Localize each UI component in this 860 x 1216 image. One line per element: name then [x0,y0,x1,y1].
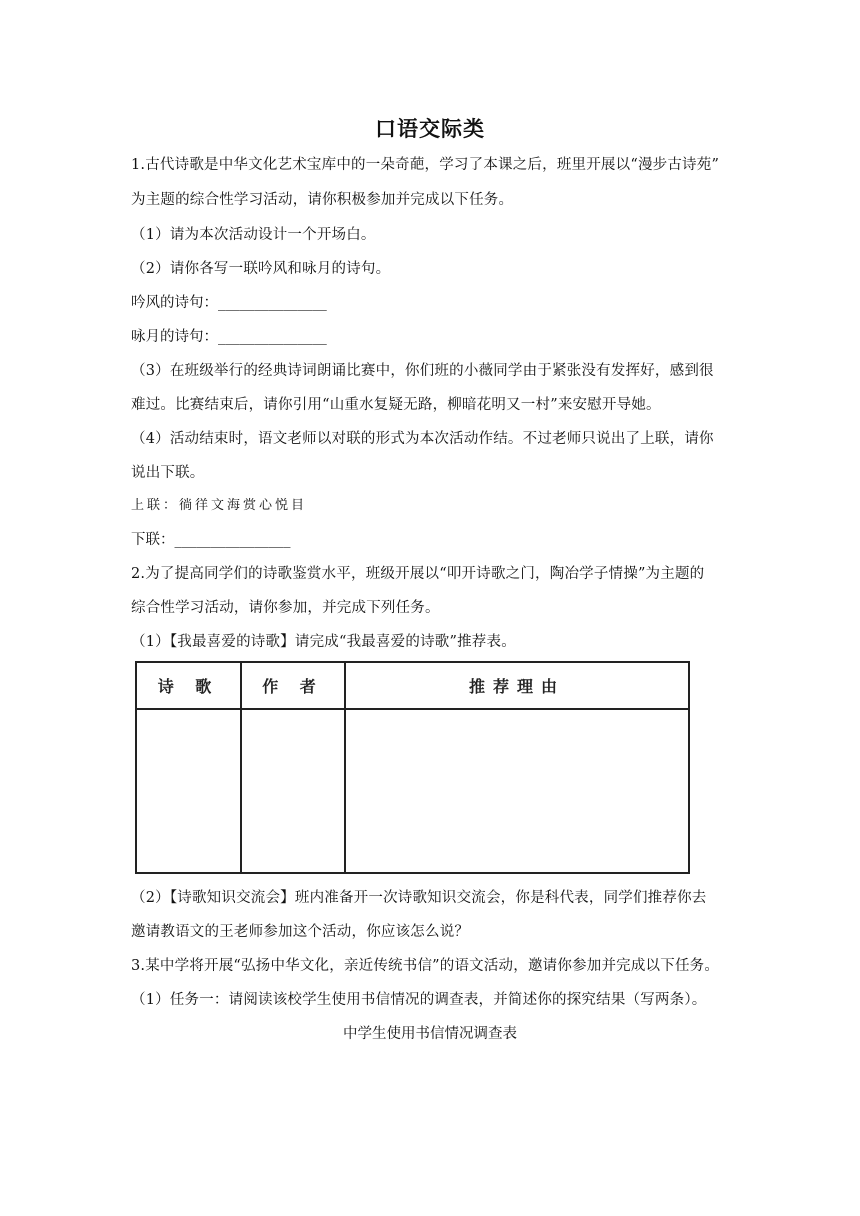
header-author: 作 者 [241,662,345,709]
cell-poem[interactable] [136,709,241,873]
q1-line1: 1.古代诗歌是中华文化艺术宝库中的一朵奇葩，学习了本课之后，班里开展以“漫步古诗苑” [131,157,720,173]
q3-line1: 3.某中学将开展“弘扬中华文化，亲近传统书信”的语文活动，邀请你参加并完成以下任务。 [131,958,720,974]
header-reason: 推荐理由 [345,662,689,709]
q1-task3-line2: 难过。比赛结束后，请你引用“山重水复疑无路，柳暗花明又一村”来安慰开导她。 [131,397,661,413]
q1-moon-blank: 咏月的诗句：_______________ [131,329,327,345]
q2-line1: 2.为了提高同学们的诗歌鉴赏水平，班级开展以“叩开诗歌之门，陶冶学子情操”为主题的 [131,566,705,582]
q1-task1: （1）请为本次活动设计一个开场白。 [131,227,376,243]
q1-task2: （2）请你各写一联吟风和咏月的诗句。 [131,261,391,277]
q1-wind-blank: 吟风的诗句：_______________ [131,295,327,311]
q3-task1: （1）任务一：请阅读该校学生使用书信情况的调查表，并简述你的探究结果（写两条）。 [131,992,707,1008]
q1-task3-line1: （3）在班级举行的经典诗词朗诵比赛中，你们班的小薇同学由于紧张没有发挥好，感到很 [131,363,714,379]
table-header-row [136,662,689,709]
q1-line2: 为主题的综合性学习活动，请你积极参加并完成以下任务。 [131,192,514,208]
survey-table-caption: 中学生使用书信情况调查表 [343,1026,517,1042]
page-title: 口语交际类 [375,117,485,141]
q1-lower-couplet-blank: 下联：________________ [131,532,291,548]
q1-task4-line2: 说出下联。 [131,465,205,481]
table-row [136,709,689,873]
recommend-table [135,661,690,874]
q2-task1: （1）【我最喜爱的诗歌】请完成“我最喜爱的诗歌”推荐表。 [131,634,516,650]
q2-task2-line2: 邀请教语文的王老师参加这个活动，你应该怎么说？ [131,924,470,940]
q2-line2: 综合性学习活动，请你参加，并完成下列任务。 [131,600,440,616]
cell-reason[interactable] [345,709,689,873]
header-poem: 诗 歌 [136,662,241,709]
q2-task2-line1: （2）【诗歌知识交流会】班内准备开一次诗歌知识交流会，你是科代表，同学们推荐你去 [131,890,707,906]
q1-upper-couplet: 上联：徜徉文海赏心悦目 [131,498,308,513]
cell-author[interactable] [241,709,345,873]
q1-task4-line1: （4）活动结束时，语文老师以对联的形式为本次活动作结。不过老师只说出了上联，请你 [131,431,714,447]
